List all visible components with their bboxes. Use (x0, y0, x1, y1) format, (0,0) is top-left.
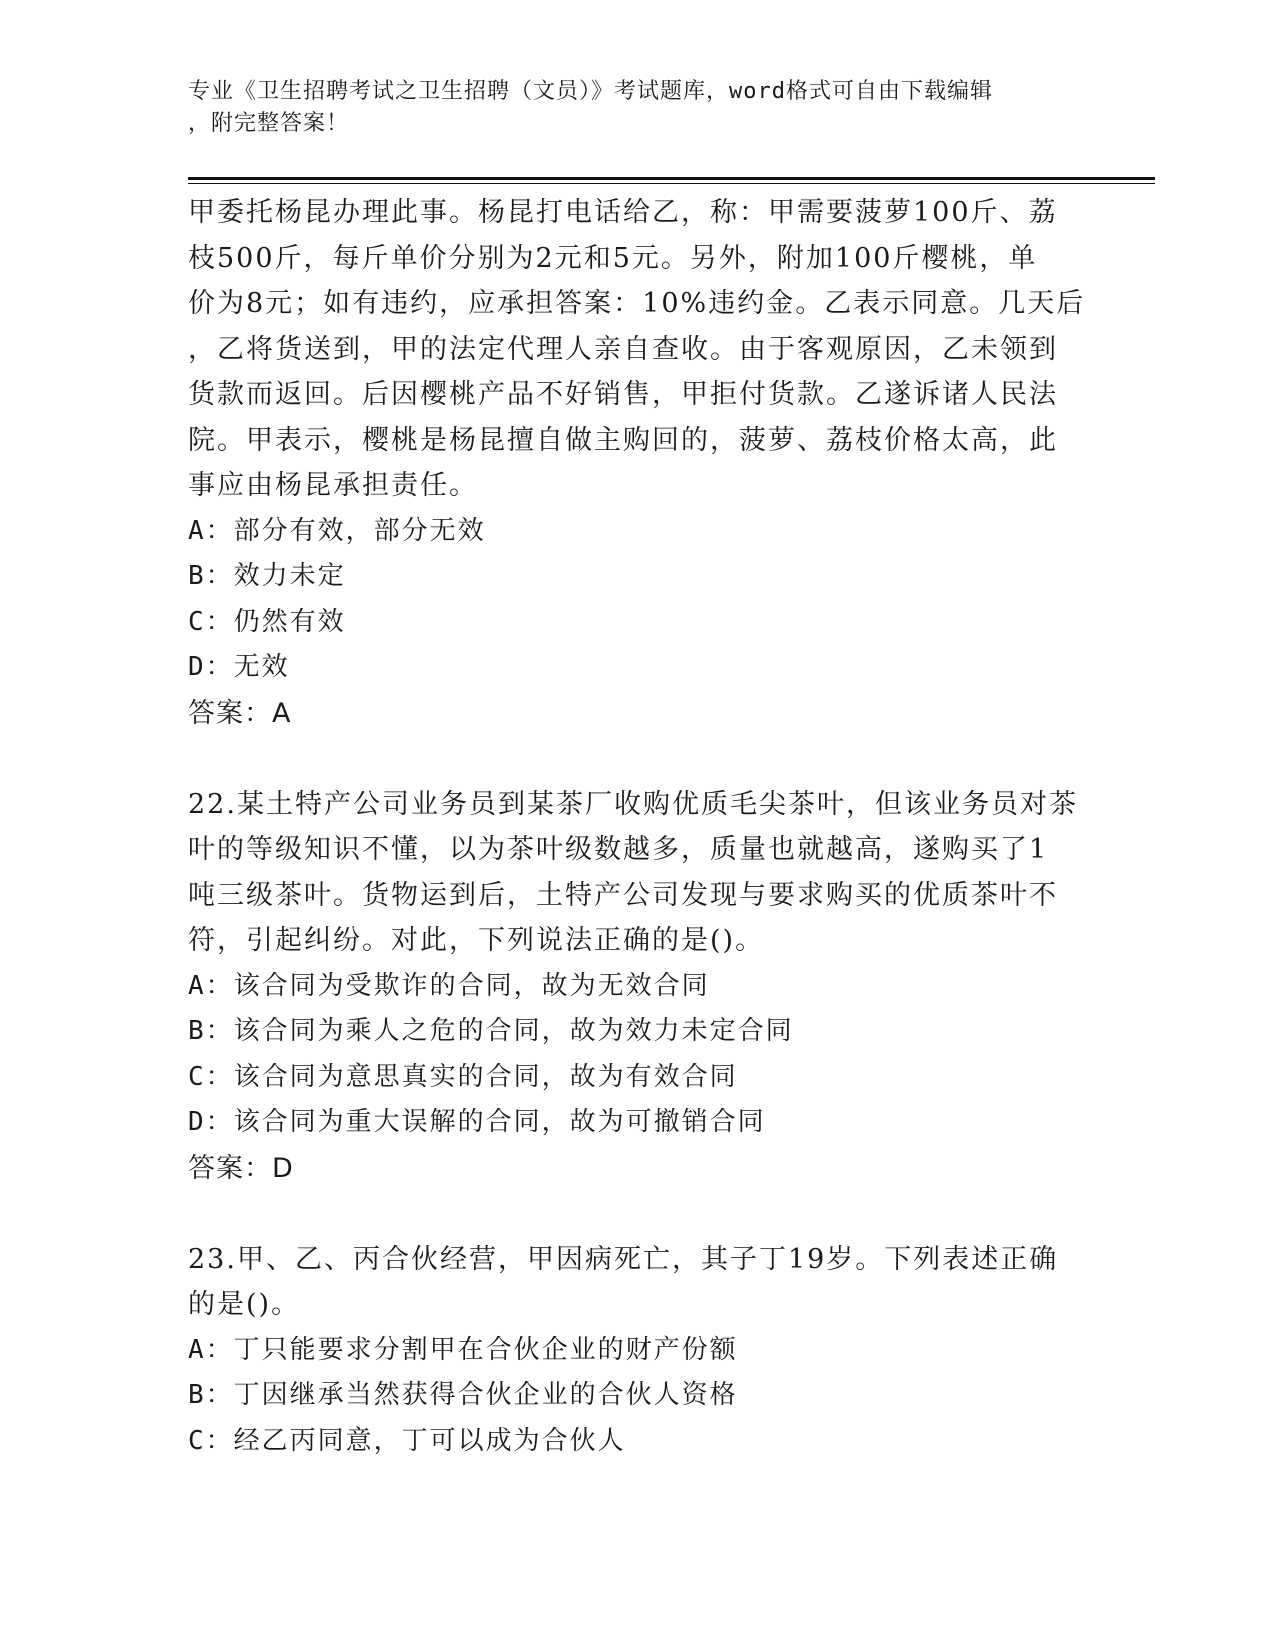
stem-line: 货款而返回。后因樱桃产品不好销售，甲拒付货款。乙遂诉诸人民法 (188, 379, 1058, 410)
option-a: A：该合同为受欺诈的合同，故为无效合同 (188, 970, 710, 1001)
header-divider-thin (188, 183, 1155, 184)
stem-line: 枝500斤，每斤单价分别为2元和5元。另外，附加100斤樱桃，单 (188, 242, 1038, 274)
stem-line: 甲委托杨昆办理此事。杨昆打电话给乙，称：甲需要菠萝100斤、荔 (188, 197, 1058, 228)
option-d: D：无效 (188, 652, 290, 682)
option-c: C：经乙丙同意，丁可以成为合伙人 (188, 1425, 626, 1456)
header-title-line-2: ，附完整答案！ (188, 111, 350, 136)
question-stem (188, 782, 1088, 964)
stem-line: 23.甲、乙、丙合伙经营，甲因病死亡，其子丁19岁。下列表述正确 (188, 1243, 1059, 1275)
answer-line: 答案：A (188, 697, 292, 729)
header-divider-thick (188, 177, 1155, 180)
question-spacer (188, 736, 1088, 782)
option-b: B：效力未定 (188, 561, 346, 591)
question-23 (188, 1237, 1088, 1465)
option-d: D：该合同为重大误解的合同，故为可撤销合同 (188, 1107, 766, 1137)
option-list (188, 964, 1088, 1146)
stem-line: 院。甲表示，樱桃是杨昆擅自做主购回的，菠萝、荔枝价格太高，此 (188, 424, 1058, 456)
stem-line: 22.某土特产公司业务员到某茶厂收购优质毛尖茶叶，但该业务员对茶 (188, 788, 1078, 820)
answer-line: 答案：D (188, 1152, 294, 1184)
stem-line: 叶的等级知识不懂，以为茶叶级数越多，质量也就越高，遂购买了1 (188, 834, 1049, 865)
option-list (188, 1328, 1088, 1465)
question-21 (188, 190, 1088, 736)
question-22 (188, 782, 1088, 1192)
stem-line: 事应由杨昆承担责任。 (188, 470, 478, 501)
option-b: B：丁因继承当然获得合伙企业的合伙人资格 (188, 1380, 738, 1410)
stem-line: 符，引起纠纷。对此，下列说法正确的是()。 (188, 925, 765, 956)
header-title-line-1: 专业《卫生招聘考试之卫生招聘（文员）》考试题库，word格式可自由下载编辑 (188, 79, 993, 104)
stem-line: 的是()。 (188, 1289, 301, 1320)
stem-line: 价为8元；如有违约，应承担答案：10%违约金。乙表示同意。几天后 (188, 288, 1086, 319)
question-stem (188, 1237, 1088, 1328)
option-c: C：该合同为意思真实的合同，故为有效合同 (188, 1061, 738, 1092)
page-header (188, 76, 1068, 140)
option-a: A：丁只能要求分割甲在合伙企业的财产份额 (188, 1334, 738, 1365)
option-b: B：该合同为乘人之危的合同，故为效力未定合同 (188, 1016, 794, 1046)
option-c: C：仍然有效 (188, 606, 346, 637)
question-spacer (188, 1191, 1088, 1237)
stem-line: ，乙将货送到，甲的法定代理人亲自查收。由于客观原因，乙未领到 (188, 333, 1058, 365)
option-list (188, 509, 1088, 691)
question-stem (188, 190, 1088, 509)
question-list (188, 190, 1088, 1464)
stem-line: 吨三级茶叶。货物运到后，土特产公司发现与要求购买的优质茶叶不 (188, 879, 1058, 911)
option-a: A：部分有效，部分无效 (188, 515, 486, 546)
